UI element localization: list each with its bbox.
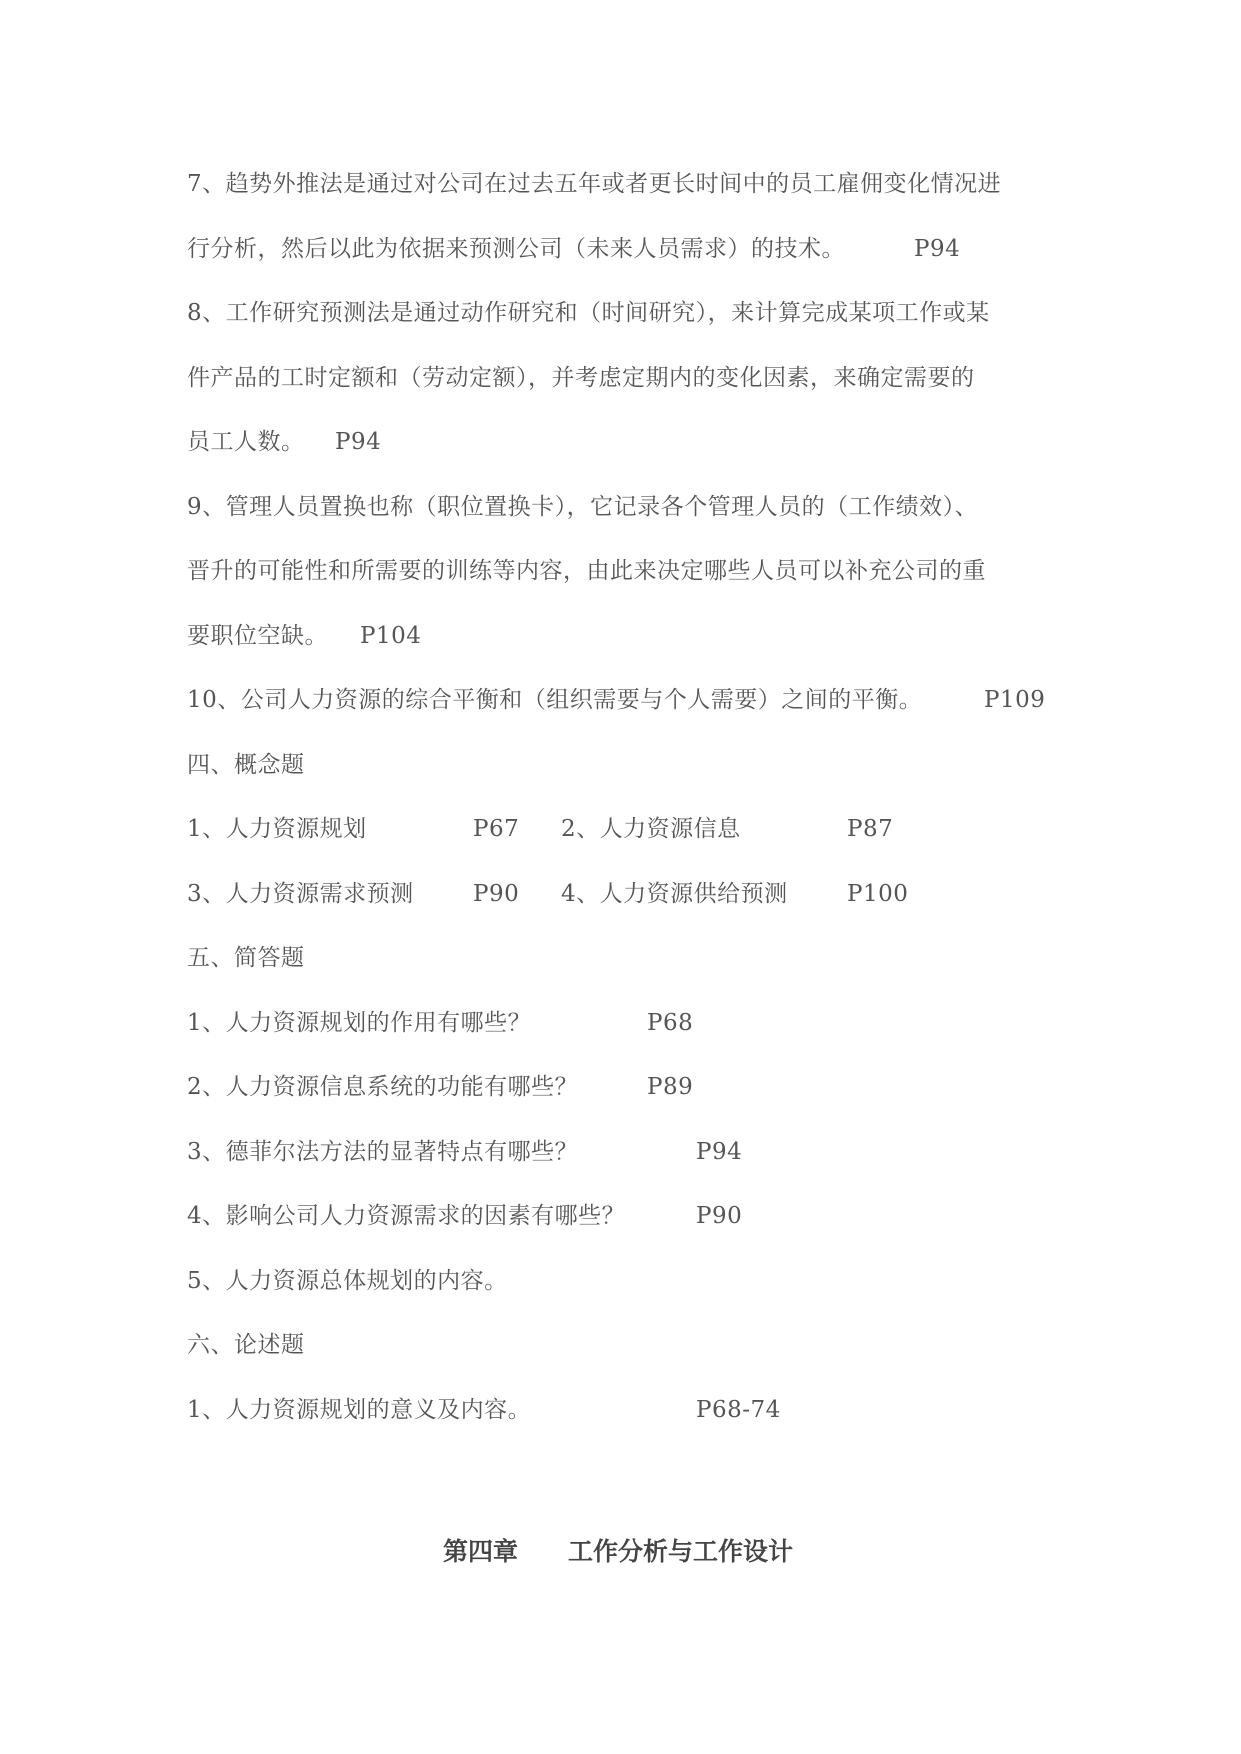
short-answer-text: 1、人力资源规划的作用有哪些？	[187, 1010, 532, 1036]
chapter-title: 工作分析与工作设计	[568, 1537, 794, 1566]
essay-page-ref: P68-74	[696, 1397, 781, 1423]
short-answer-item	[187, 1067, 694, 1107]
short-answer-item	[187, 1003, 694, 1043]
concept-item-text: 3、人力资源需求预测	[187, 881, 414, 907]
short-answer-text: 4、影响公司人力资源需求的因素有哪些？	[187, 1203, 626, 1229]
short-answer-text: 3、德菲尔法方法的显著特点有哪些？	[187, 1139, 579, 1165]
concept-item-text: 2、人力资源信息	[561, 816, 741, 842]
essay-text: 1、人力资源规划的意义及内容。	[187, 1397, 532, 1423]
short-answer-page-ref: P94	[696, 1139, 743, 1165]
short-answer-item	[187, 1196, 743, 1236]
chapter-heading	[0, 1531, 1241, 1573]
item-8-text: 员工人数。	[187, 429, 305, 455]
item-7-text: 行分析，然后以此为依据来预测公司（未来人员需求）的技术。	[187, 236, 845, 262]
concept-item-text: 1、人力资源规划	[187, 816, 367, 842]
concepts-row-1	[187, 809, 894, 849]
concepts-row-2	[187, 874, 909, 914]
concepts-heading: 四、概念题	[187, 752, 305, 778]
item-8-line-1: 8、工作研究预测法是通过动作研究和（时间研究），来计算完成某项工作或某	[187, 300, 990, 326]
short-answer-text: 2、人力资源信息系统的功能有哪些？	[187, 1074, 579, 1100]
short-answer-item	[187, 1132, 743, 1172]
chapter-number: 第四章	[443, 1537, 519, 1566]
item-10-page-ref: P109	[984, 687, 1046, 713]
short-answer-page-ref: P68	[647, 1010, 694, 1036]
item-8-page-ref: P94	[335, 429, 382, 455]
essay-heading: 六、论述题	[187, 1332, 305, 1358]
item-8-line-2: 件产品的工时定额和（劳动定额），并考虑定期内的变化因素，来确定需要的	[187, 365, 975, 391]
item-7-page-ref: P94	[914, 236, 961, 262]
item-9-line-2: 晋升的可能性和所需要的训练等内容，由此来决定哪些人员可以补充公司的重	[187, 558, 986, 584]
item-7-line-2	[187, 229, 961, 269]
item-8-line-3	[187, 422, 382, 462]
item-9-text: 要职位空缺。	[187, 623, 328, 649]
item-9-line-1: 9、管理人员置换也称（职位置换卡），它记录各个管理人员的（工作绩效）、	[187, 494, 979, 520]
essay-item	[187, 1390, 781, 1430]
short-answer-heading: 五、简答题	[187, 945, 305, 971]
item-10-text: 10、公司人力资源的综合平衡和（组织需要与个人需要）之间的平衡。	[187, 687, 923, 713]
concept-item-page-ref: P67	[473, 816, 520, 842]
short-answer-item	[187, 1261, 508, 1301]
concept-item-text: 4、人力资源供给预测	[561, 881, 788, 907]
item-10-line	[187, 680, 1046, 720]
item-9-line-3	[187, 616, 422, 656]
concept-item-page-ref: P87	[847, 816, 894, 842]
short-answer-page-ref: P90	[696, 1203, 743, 1229]
concept-item-page-ref: P90	[473, 881, 520, 907]
item-9-page-ref: P104	[360, 623, 422, 649]
short-answer-text: 5、人力资源总体规划的内容。	[187, 1268, 508, 1294]
item-7-line-1: 7、趋势外推法是通过对公司在过去五年或者更长时间中的员工雇佣变化情况进	[187, 171, 1002, 197]
short-answer-page-ref: P89	[647, 1074, 694, 1100]
concept-item-page-ref: P100	[847, 881, 909, 907]
